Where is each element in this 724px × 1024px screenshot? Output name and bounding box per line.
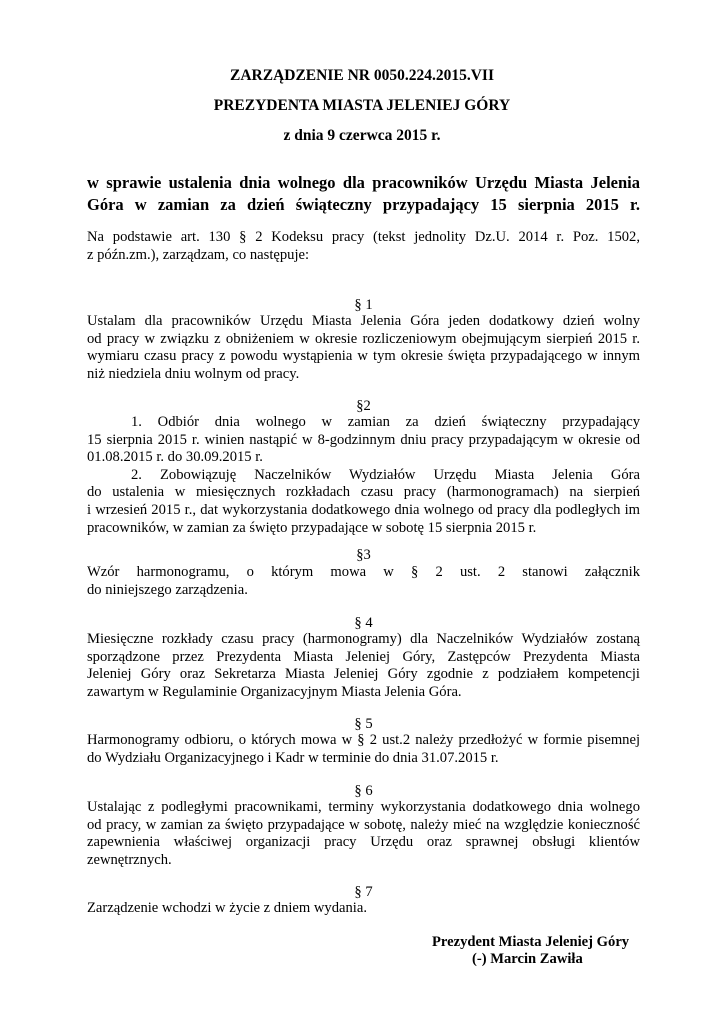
signature-title: Prezydent Miasta Jeleniej Góry bbox=[432, 934, 630, 950]
document-issuer: PREZYDENTA MIASTA JELENIEJ GÓRY bbox=[213, 97, 511, 114]
signature-name: (-) Marcin Zawiła bbox=[472, 951, 583, 967]
section-line: Ustalając z podległymi pracownikami, terminy wykorzystania dodatkowego dnia wolnego bbox=[87, 799, 640, 815]
section-7-body bbox=[87, 900, 640, 918]
section-line: zawartym w Regulaminie Organizacyjnym Miasta Jelenia Góra. bbox=[87, 683, 462, 700]
document-title: ZARZĄDZENIE NR 0050.224.2015.VII bbox=[230, 67, 494, 84]
document-date: z dnia 9 czerwca 2015 r. bbox=[283, 127, 441, 144]
section-2-body bbox=[87, 414, 640, 537]
section-line: od pracy, w zamian za święto przypadające w sobotę, należy mieć na względzie konieczność bbox=[87, 816, 640, 833]
section-line: 15 sierpnia 2015 r. winien nastąpić w 8-godzinnym dniu pracy przypadającym w okresie od bbox=[87, 431, 640, 448]
section-5-body bbox=[87, 732, 640, 767]
section-line: do niniejszego zarządzenia. bbox=[87, 581, 248, 598]
subject-line: Góra w zamian za dzień świąteczny przypadający 15 sierpnia 2015 r. bbox=[87, 195, 640, 214]
section-line: pracowników, w zamian za święto przypadające w sobotę 15 sierpnia 2015 r. bbox=[87, 519, 537, 536]
section-line: Harmonogramy odbioru, o których mowa w § 2 ust.2 należy przedłożyć w formie pisemnej bbox=[87, 732, 640, 748]
section-6-body bbox=[87, 799, 640, 869]
section-line: Zarządzenie wchodzi w życie z dniem wydania. bbox=[87, 900, 367, 916]
section-line: do ustalenia w miesięcznych rozkładach czasu pracy (harmonogramach) na sierpień bbox=[87, 484, 640, 501]
section-line: i wrzesień 2015 r., dat wykorzystania dodatkowego dnia wolnego od pracy dla podległych im bbox=[87, 501, 640, 518]
section-4-body bbox=[87, 631, 640, 701]
section-line: Wzór harmonogramu, o którym mowa w § 2 ust. 2 stanowi załącznik bbox=[87, 564, 640, 580]
document-subject bbox=[87, 172, 640, 216]
legal-basis bbox=[87, 229, 640, 264]
section-6-heading: § 6 bbox=[354, 783, 373, 799]
section-2-heading: §2 bbox=[356, 398, 371, 414]
section-line: Jeleniej Góry oraz Sekretarza Miasta Jeleniej Góry zgodnie z podziałem kompetencji bbox=[87, 666, 640, 683]
section-1-body bbox=[87, 313, 640, 383]
section-1-heading: § 1 bbox=[354, 297, 373, 313]
section-line: 2. Zobowiązuję Naczelników Wydziałów Urzędu Miasta Jelenia Góra bbox=[131, 466, 640, 483]
section-line: od pracy w związku z obniżeniem w okresie rozliczeniowym obejmującym sierpień 2015 r. bbox=[87, 330, 640, 347]
section-line: sporządzone przez Prezydenta Miasta Jeleniej Góry, Zastępców Prezydenta Miasta bbox=[87, 648, 640, 665]
section-3-body bbox=[87, 564, 640, 599]
section-line: do Wydziału Organizacyjnego i Kadr w terminie do dnia 31.07.2015 r. bbox=[87, 749, 499, 766]
section-4-heading: § 4 bbox=[354, 615, 373, 631]
legal-basis-line: z późn.zm.), zarządzam, co następuje: bbox=[87, 246, 310, 263]
section-3-heading: §3 bbox=[356, 547, 371, 563]
section-line: Ustalam dla pracowników Urzędu Miasta Jelenia Góra jeden dodatkowy dzień wolny bbox=[87, 313, 640, 329]
subject-line: w sprawie ustalenia dnia wolnego dla pracowników Urzędu Miasta Jelenia bbox=[87, 173, 640, 192]
section-line: wymiaru czasu pracy z powodu wystąpienia w tym okresie święta przypadającego w innym bbox=[87, 348, 640, 365]
section-line: zewnętrznych. bbox=[87, 851, 172, 868]
section-5-heading: § 5 bbox=[354, 716, 373, 732]
section-line: zapewnienia właściwej organizacji pracy Urzędu oraz sprawnej obsługi klientów bbox=[87, 834, 640, 851]
section-line: 1. Odbiór dnia wolnego w zamian za dzień świąteczny przypadający bbox=[131, 414, 640, 430]
section-line: 01.08.2015 r. do 30.09.2015 r. bbox=[87, 449, 263, 466]
section-7-heading: § 7 bbox=[354, 884, 373, 900]
legal-basis-line: Na podstawie art. 130 § 2 Kodeksu pracy (tekst jednolity Dz.U. 2014 r. Poz. 1502, bbox=[87, 229, 640, 245]
section-line: Miesięczne rozkłady czasu pracy (harmonogramy) dla Naczelników Wydziałów zostaną bbox=[87, 631, 640, 647]
section-line: niż niedziela dniu wolnym od pracy. bbox=[87, 365, 300, 382]
